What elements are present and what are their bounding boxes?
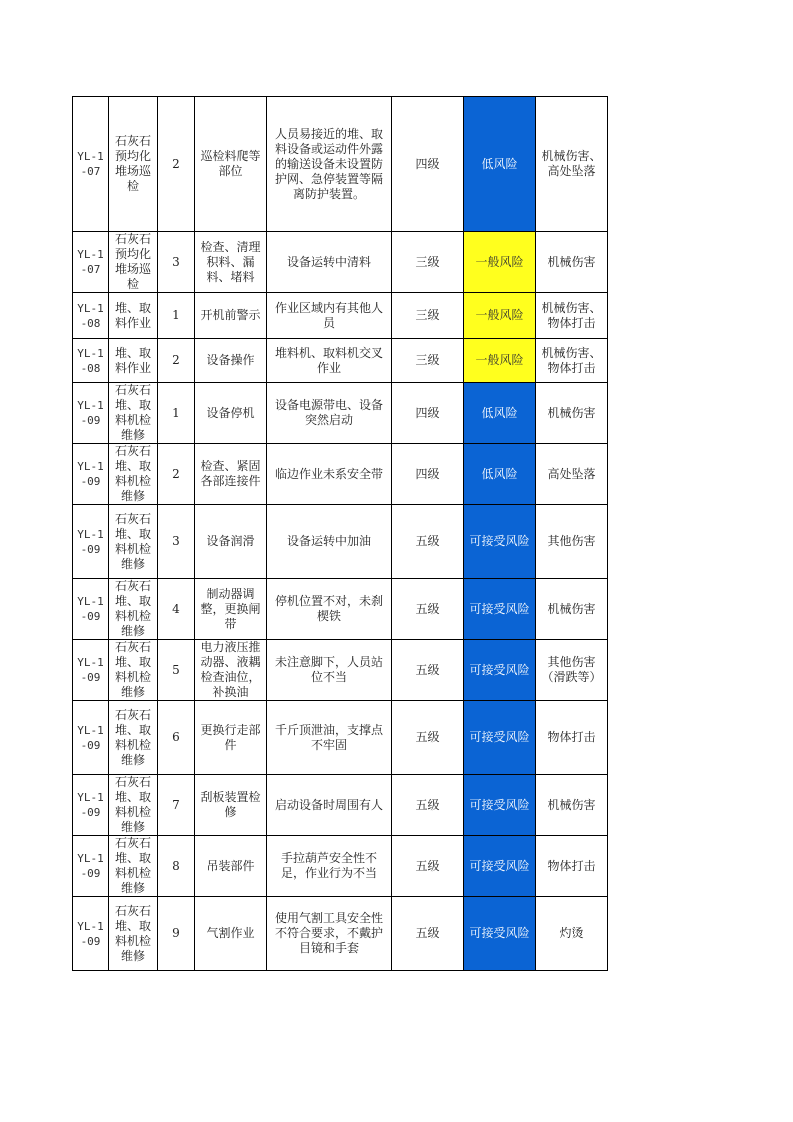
step-name-cell: 制动器调整，更换闸带 [195,579,267,640]
consequence-cell: 机械伤害、物体打击 [536,339,608,383]
risk-level-cell: 可接受风险 [464,897,536,971]
table-row [73,505,608,579]
activity-cell: 石灰石堆、取料机检维修 [109,836,158,897]
consequence-cell: 物体打击 [536,701,608,775]
risk-code-cell: YL-1-09 [73,775,109,836]
control-level-cell: 五级 [392,897,464,971]
step-number-cell: 6 [158,701,195,775]
risk-level-cell: 低风险 [464,97,536,232]
step-name-cell: 检查、清理积料、漏料、堵料 [195,232,267,293]
hazard-description-cell: 未注意脚下，人员站位不当 [267,640,392,701]
risk-assessment-table [72,96,608,971]
control-level-cell: 五级 [392,775,464,836]
table-body [73,97,608,971]
table-row [73,444,608,505]
risk-code-cell: YL-1-09 [73,836,109,897]
control-level-cell: 三级 [392,339,464,383]
risk-code-cell: YL-1-09 [73,505,109,579]
risk-level-cell: 可接受风险 [464,579,536,640]
risk-code-cell: YL-1-08 [73,339,109,383]
table-row [73,97,608,232]
step-name-cell: 刮板装置检修 [195,775,267,836]
hazard-description-cell: 启动设备时周围有人 [267,775,392,836]
activity-cell: 石灰石堆、取料机检维修 [109,444,158,505]
risk-level-cell: 可接受风险 [464,775,536,836]
control-level-cell: 五级 [392,640,464,701]
consequence-cell: 机械伤害 [536,579,608,640]
risk-code-cell: YL-1-08 [73,293,109,339]
hazard-description-cell: 千斤顶泄油，支撑点不牢固 [267,701,392,775]
table-row [73,775,608,836]
consequence-cell: 机械伤害、物体打击 [536,293,608,339]
step-name-cell: 吊装部件 [195,836,267,897]
risk-code-cell: YL-1-07 [73,232,109,293]
risk-level-cell: 可接受风险 [464,701,536,775]
risk-level-cell: 低风险 [464,383,536,444]
table-row [73,579,608,640]
consequence-cell: 物体打击 [536,836,608,897]
step-number-cell: 2 [158,97,195,232]
risk-level-cell: 可接受风险 [464,836,536,897]
risk-code-cell: YL-1-09 [73,579,109,640]
step-name-cell: 设备操作 [195,339,267,383]
activity-cell: 石灰石堆、取料机检维修 [109,897,158,971]
step-number-cell: 8 [158,836,195,897]
step-name-cell: 气割作业 [195,897,267,971]
consequence-cell: 其他伤害 [536,505,608,579]
step-name-cell: 设备停机 [195,383,267,444]
activity-cell: 石灰石堆、取料机检维修 [109,505,158,579]
control-level-cell: 五级 [392,505,464,579]
control-level-cell: 三级 [392,232,464,293]
activity-cell: 堆、取料作业 [109,339,158,383]
table-row [73,293,608,339]
control-level-cell: 五级 [392,836,464,897]
step-number-cell: 1 [158,383,195,444]
risk-code-cell: YL-1-09 [73,701,109,775]
control-level-cell: 三级 [392,293,464,339]
activity-cell: 石灰石堆、取料机检维修 [109,640,158,701]
table-row [73,640,608,701]
step-number-cell: 2 [158,339,195,383]
hazard-description-cell: 设备运转中加油 [267,505,392,579]
activity-cell: 石灰石预均化堆场巡检 [109,232,158,293]
risk-code-cell: YL-1-09 [73,444,109,505]
risk-level-cell: 可接受风险 [464,640,536,701]
hazard-description-cell: 使用气割工具安全性不符合要求，不戴护目镜和手套 [267,897,392,971]
table-row [73,701,608,775]
step-number-cell: 5 [158,640,195,701]
table-row [73,383,608,444]
activity-cell: 石灰石堆、取料机检维修 [109,383,158,444]
hazard-description-cell: 手拉葫芦安全性不足，作业行为不当 [267,836,392,897]
consequence-cell: 机械伤害 [536,383,608,444]
risk-code-cell: YL-1-07 [73,97,109,232]
consequence-cell: 机械伤害 [536,775,608,836]
risk-code-cell: YL-1-09 [73,640,109,701]
control-level-cell: 四级 [392,383,464,444]
risk-level-cell: 可接受风险 [464,505,536,579]
hazard-description-cell: 临边作业未系安全带 [267,444,392,505]
hazard-description-cell: 堆料机、取料机交叉作业 [267,339,392,383]
step-name-cell: 检查、紧固各部连接件 [195,444,267,505]
step-number-cell: 4 [158,579,195,640]
consequence-cell: 高处坠落 [536,444,608,505]
risk-code-cell: YL-1-09 [73,383,109,444]
control-level-cell: 四级 [392,97,464,232]
consequence-cell: 灼烫 [536,897,608,971]
step-name-cell: 更换行走部件 [195,701,267,775]
activity-cell: 石灰石堆、取料机检维修 [109,579,158,640]
step-number-cell: 9 [158,897,195,971]
step-number-cell: 3 [158,232,195,293]
step-number-cell: 1 [158,293,195,339]
step-number-cell: 7 [158,775,195,836]
risk-level-cell: 低风险 [464,444,536,505]
activity-cell: 石灰石堆、取料机检维修 [109,701,158,775]
step-number-cell: 2 [158,444,195,505]
hazard-description-cell: 停机位置不对，未刹楔铁 [267,579,392,640]
risk-level-cell: 一般风险 [464,293,536,339]
hazard-description-cell: 设备电源带电、设备突然启动 [267,383,392,444]
step-name-cell: 巡检料爬等部位 [195,97,267,232]
hazard-description-cell: 设备运转中清料 [267,232,392,293]
step-name-cell: 设备润滑 [195,505,267,579]
table-row [73,339,608,383]
risk-level-cell: 一般风险 [464,232,536,293]
risk-code-cell: YL-1-09 [73,897,109,971]
control-level-cell: 五级 [392,701,464,775]
step-name-cell: 电力液压推动器、液耦检查油位，补换油 [195,640,267,701]
consequence-cell: 机械伤害、高处坠落 [536,97,608,232]
risk-level-cell: 一般风险 [464,339,536,383]
step-name-cell: 开机前警示 [195,293,267,339]
control-level-cell: 五级 [392,579,464,640]
activity-cell: 石灰石预均化堆场巡检 [109,97,158,232]
step-number-cell: 3 [158,505,195,579]
table-row [73,897,608,971]
control-level-cell: 四级 [392,444,464,505]
hazard-description-cell: 人员易接近的堆、取料设备或运动件外露的输送设备未设置防护网、急停装置等隔离防护装置。 [267,97,392,232]
table-row [73,836,608,897]
table-row [73,232,608,293]
consequence-cell: 机械伤害 [536,232,608,293]
activity-cell: 石灰石堆、取料机检维修 [109,775,158,836]
activity-cell: 堆、取料作业 [109,293,158,339]
hazard-description-cell: 作业区域内有其他人员 [267,293,392,339]
consequence-cell: 其他伤害（滑跌等） [536,640,608,701]
